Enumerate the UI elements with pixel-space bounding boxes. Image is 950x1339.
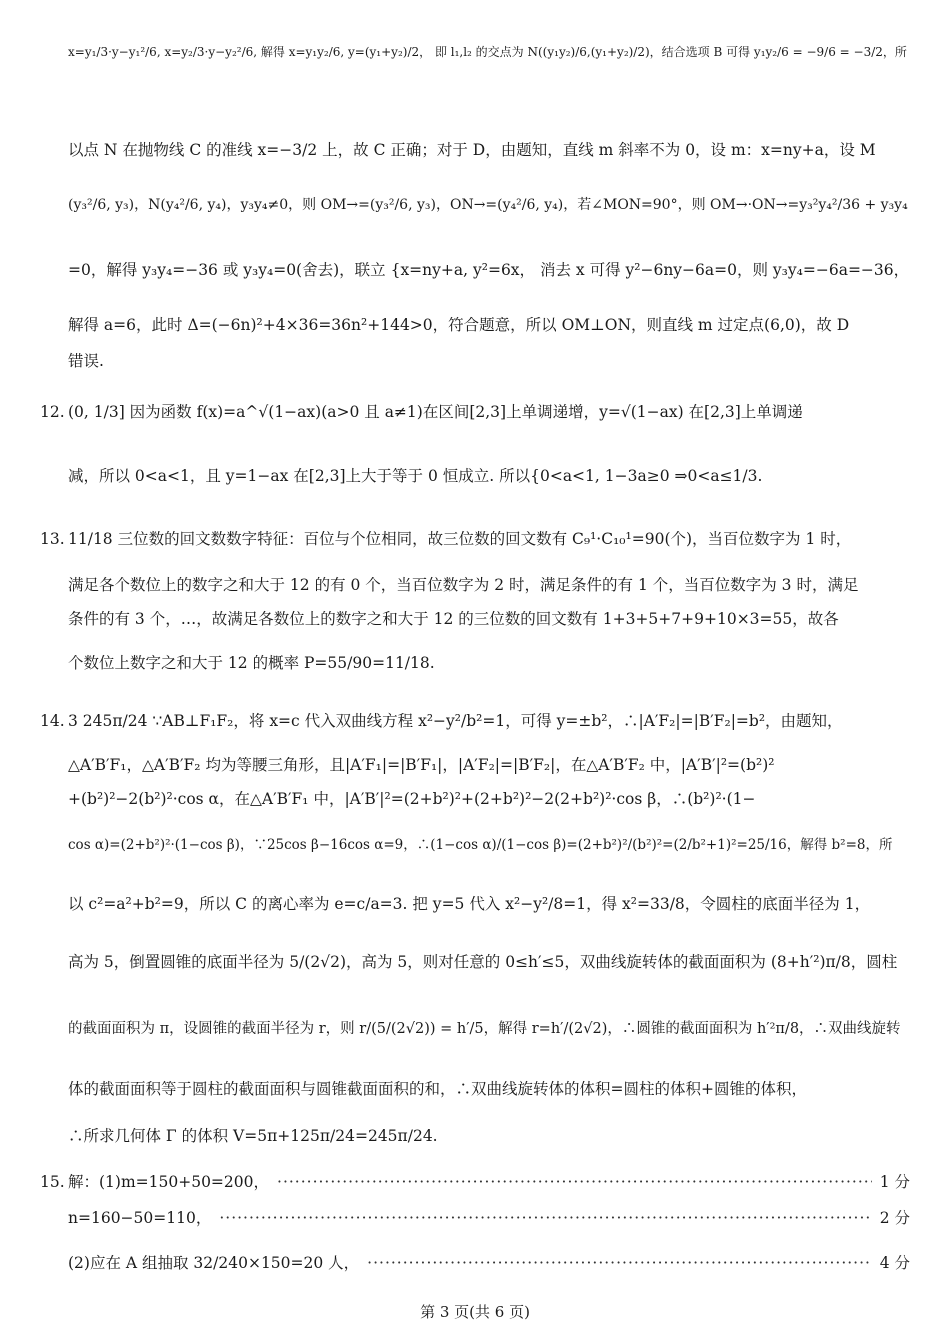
text-line: △A′B′F₁，△A′B′F₂ 均为等腰三角形，且|A′F₁|=|B′F₁|，|A′F₂|=|B′F₂|，在△A′B′F₂ 中，|A′B′|²=(b²)² [68, 756, 775, 774]
text-line: 满足各个数位上的数字之和大于 12 的有 0 个，当百位数字为 2 时，满足条件的有 1 个，当百位数字为 3 时，满足 [68, 576, 859, 594]
text-line: 错误. [68, 352, 104, 370]
text-line: 解得 a=6，此时 Δ=(−6n)²+4×36=36n²+144>0，符合题意，所以 OM⊥ON，则直线 m 过定点(6,0)，故 D [68, 316, 850, 334]
text-line: (y₃²/6, y₃)，N(y₄²/6, y₄)，y₃y₄≠0，则 OM→=(y₃²/6, y₃)，ON→=(y₄²/6, y₄)，若∠MON=90°，则 OM→·ON→=y₃²y₄²/36 + y₃y₄ [68, 197, 908, 213]
score-line [68, 1206, 910, 1230]
score-line [68, 1251, 910, 1275]
dot-leader [367, 1251, 872, 1275]
text-line: 11/18 三位数的回文数数字特征：百位与个位相同，故三位数的回文数有 C₉¹·C₁₀¹=90(个)，当百位数字为 1 时， [68, 530, 852, 548]
question-number: 13. [40, 530, 65, 548]
score-line [68, 1170, 910, 1194]
text-line: +(b²)²−2(b²)²·cos α，在△A′B′F₁ 中，|A′B′|²=(2+b²)²+(2+b²)²−2(2+b²)²·cos β，∴(b²)²·(1− [68, 790, 756, 808]
score: 4 分 [879, 1254, 910, 1272]
text-line: 个数位上数字之和大于 12 的概率 P=55/90=11/18. [68, 654, 435, 672]
text-line: 的截面面积为 π，设圆锥的截面半径为 r，则 r/(5/(2√2)) = h′/5，解得 r=h′/(2√2)，∴圆锥的截面面积为 h′²π/8，∴双曲线旋转 [68, 1021, 901, 1037]
question-number: 12. [40, 403, 65, 421]
text-line: 体的截面面积等于圆柱的截面面积与圆锥截面面积的和，∴双曲线旋转体的体积=圆柱的体积+圆锥的体积， [68, 1080, 807, 1098]
text-line: 解：(1)m=150+50=200， [68, 1173, 270, 1191]
text-line: 3 245π/24 ∵AB⊥F₁F₂，将 x=c 代入双曲线方程 x²−y²/b²=1，可得 y=±b²，∴|A′F₂|=|B′F₂|=b²，由题知， [68, 712, 843, 730]
text-line: n=160−50=110， [68, 1209, 212, 1227]
dot-leader [219, 1206, 871, 1230]
text-line: 以 c²=a²+b²=9，所以 C 的离心率为 e=c/a=3. 把 y=5 代入 x²−y²/8=1，得 x²=33/8，令圆柱的底面半径为 1， [68, 895, 871, 913]
text-line: 高为 5，倒置圆锥的底面半径为 5/(2√2)，高为 5，则对任意的 0≤h′≤5，双曲线旋转体的截面面积为 (8+h′²)π/8，圆柱 [68, 953, 898, 971]
text-line: ∴所求几何体 Γ 的体积 V=5π+125π/24=245π/24. [68, 1127, 438, 1145]
text-line: (2)应在 A 组抽取 32/240×150=20 人， [68, 1254, 360, 1272]
score: 2 分 [879, 1209, 910, 1227]
text-line: cos α)=(2+b²)²·(1−cos β)，∵25cos β−16cos α=9，∴(1−cos α)/(1−cos β)=(2+b²)²/(b²)²=(2/b²+1)²=25/16，解得 b²=8，所 [68, 837, 893, 853]
score: 1 分 [879, 1173, 910, 1191]
text-line: 减，所以 0<a<1，且 y=1−ax 在[2,3]上大于等于 0 恒成立. 所以{0<a<1, 1−3a≥0 ⇒0<a≤1/3. [68, 467, 763, 485]
text-line: 以点 N 在抛物线 C 的准线 x=−3/2 上，故 C 正确；对于 D，由题知，直线 m 斜率不为 0，设 m：x=ny+a，设 M [68, 141, 876, 159]
text-line: 条件的有 3 个，…，故满足各数位上的数字之和大于 12 的三位数的回文数有 1+3+5+7+9+10×3=55，故各 [68, 610, 839, 628]
page-footer: 第 3 页(共 6 页) [420, 1303, 530, 1321]
question-number: 15. [40, 1173, 65, 1191]
text-line: =0，解得 y₃y₄=−36 或 y₃y₄=0(舍去)，联立 {x=ny+a, y²=6x， 消去 x 可得 y²−6ny−6a=0，则 y₃y₄=−6a=−36， [68, 261, 910, 279]
dot-leader [277, 1170, 872, 1194]
text-line: (0, 1/3] 因为函数 f(x)=a^√(1−ax)(a>0 且 a≠1)在区间[2,3]上单调递增，y=√(1−ax) 在[2,3]上单调递 [68, 403, 803, 421]
question-number: 14. [40, 712, 65, 730]
text-line: x=y₁/3·y−y₁²/6, x=y₂/3·y−y₂²/6, 解得 x=y₁y₂/6, y=(y₁+y₂)/2， 即 l₁,l₂ 的交点为 N((y₁y₂)/6,(y₁+y₂)/2)，结合选项 B 可得 y₁y₂/6 = −9/6 = −3/2，所 [68, 45, 907, 59]
